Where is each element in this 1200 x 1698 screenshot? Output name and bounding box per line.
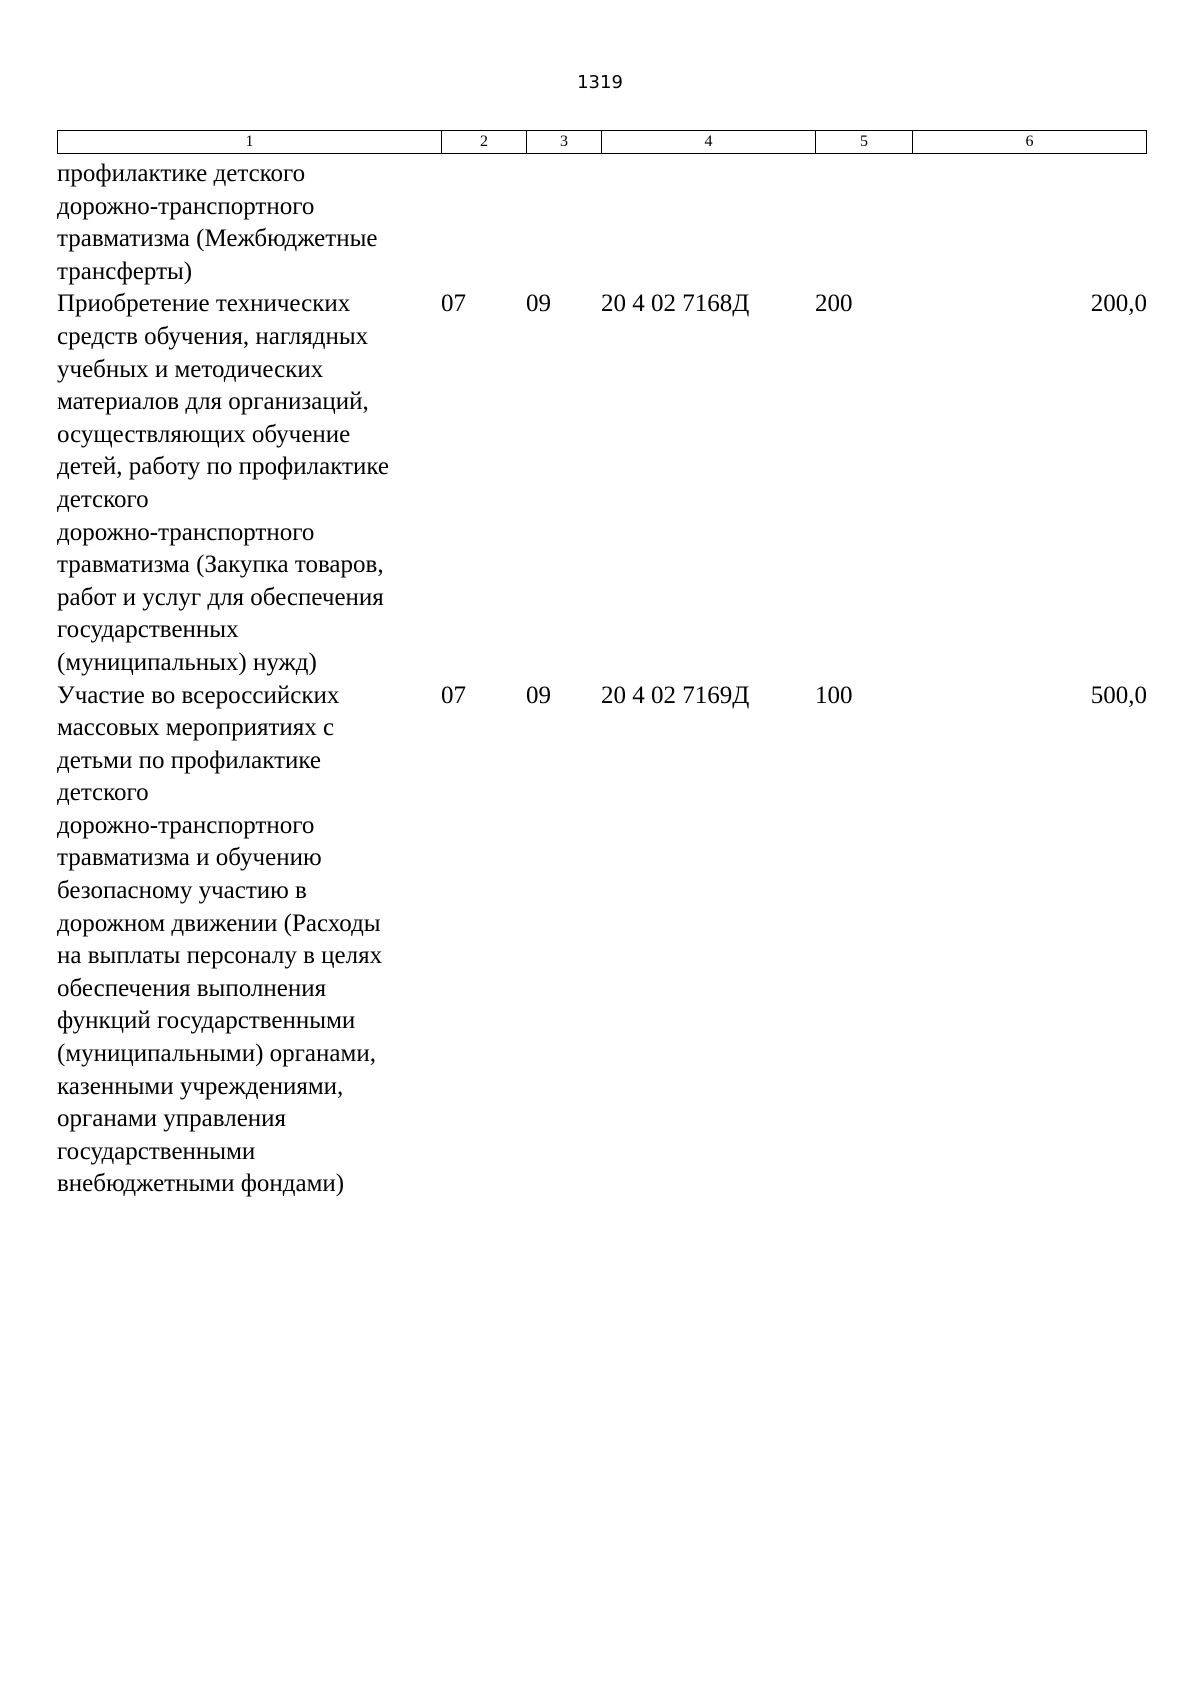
table-row [57,158,1147,288]
row-expense-type-code [815,158,912,288]
row-amount [912,158,1147,288]
row-description: Приобретение технических средств обучения, наглядных учебных и методических материалов для организаций, осуществляющих обучение детей, работу по профилактике детского дорожно-транспортного травматизма (Закупка товаров, работ и услуг для обеспечения государственных (муниципальных) нужд) [57,290,389,676]
row-expense-type-code: 100 [815,681,853,709]
row-section-code: 07 [441,681,466,709]
table-row [57,680,1147,1202]
table-row [57,288,1147,679]
column-header-row [58,131,1147,154]
row-expense-type-code: 200 [815,290,853,318]
column-header-5: 5 [816,131,913,154]
row-section-code [441,158,526,288]
row-description: Участие во всероссийских массовых мероприятиях с детьми по профилактике детского дорожно-транспортного травматизма и обучению безопасному участию в дорожном движении (Расходы на выплаты персоналу в целях обеспечения выполнения функций государственными (муниципальными) органами, казенными учреждениями, органами управления государственными внебюджетными фондами) [57,681,383,1198]
row-target-article-code: 20 4 02 7168Д [601,290,750,318]
row-description: профилактике детского дорожно-транспортного травматизма (Межбюджетные трансферты) [57,160,378,285]
page-number: 1319 [577,72,623,93]
column-header-2: 2 [442,131,527,154]
column-header-3: 3 [527,131,602,154]
row-section-code: 07 [441,290,466,318]
row-target-article-code [601,158,815,288]
row-subsection-code [526,158,601,288]
budget-table-body [57,158,1147,1201]
row-amount: 200,0 [1090,290,1147,318]
row-amount: 500,0 [1090,681,1147,709]
column-header-6: 6 [913,131,1147,154]
row-subsection-code: 09 [526,681,551,709]
table-header [57,130,1147,154]
row-subsection-code: 09 [526,290,551,318]
row-target-article-code: 20 4 02 7169Д [601,681,750,709]
column-header-4: 4 [602,131,816,154]
column-header-1: 1 [58,131,442,154]
